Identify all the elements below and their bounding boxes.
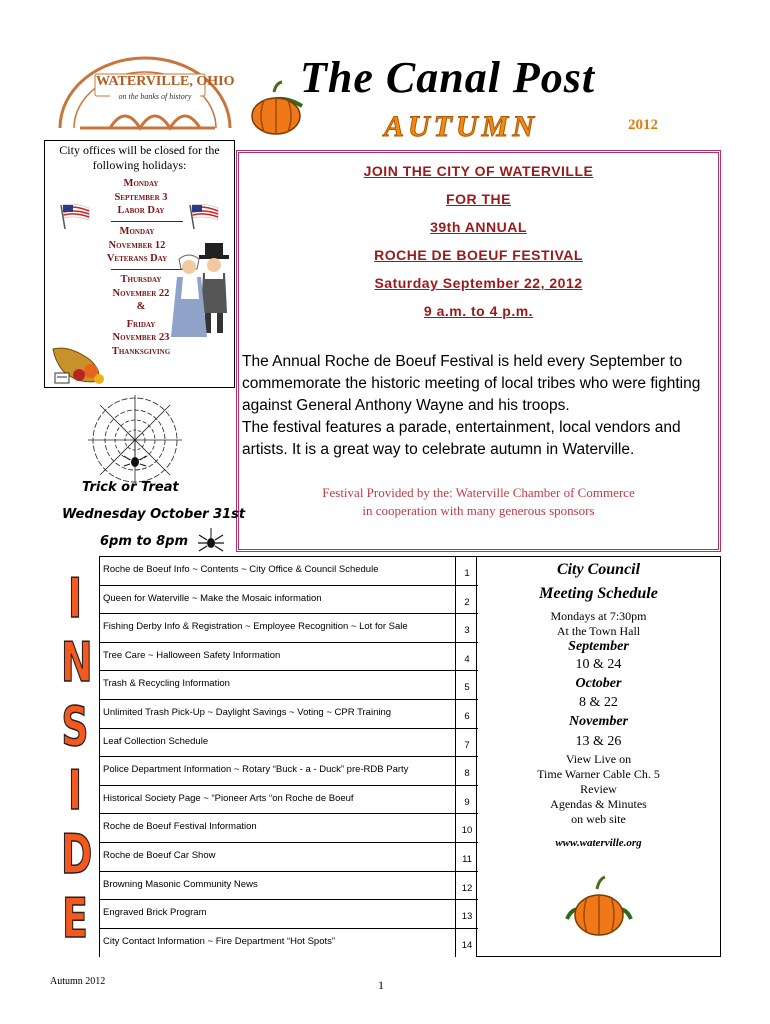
- holiday-line: Thanksgiving: [111, 345, 171, 357]
- contents-page-number: 1: [464, 568, 470, 579]
- holiday-labor-day: [91, 177, 191, 218]
- council-dates-november: 13 & 26: [575, 734, 622, 749]
- newsletter-title: The Canal Post: [300, 53, 596, 102]
- contents-row: [100, 585, 478, 614]
- council-web-note: on web site: [571, 812, 626, 826]
- contents-row: [100, 728, 478, 757]
- season-label: AUTUMN: [384, 110, 539, 143]
- holiday-line: November 22: [112, 287, 170, 299]
- council-subtitle: Meeting Schedule: [539, 585, 658, 602]
- council-cable-channel: Time Warner Cable Ch. 5: [537, 767, 660, 781]
- holiday-header: City offices will be closed for the following holidays:: [59, 143, 220, 172]
- council-month-november: November: [568, 714, 629, 729]
- us-flag-icon: [59, 203, 91, 234]
- holiday-line: &: [136, 301, 146, 312]
- contents-entry: Police Department Information ~ Rotary “Buck - a - Duck” pre-RDB Party: [103, 764, 409, 776]
- contents-page-number: 4: [464, 653, 470, 665]
- festival-credit-line: in cooperation with many generous sponsors: [362, 503, 595, 518]
- holiday-line: Labor Day: [117, 205, 165, 216]
- holiday-line: Thursday: [120, 274, 162, 285]
- council-place: At the Town Hall: [556, 624, 641, 638]
- footer-page-number: 1: [378, 978, 384, 992]
- contents-entry: City Contact Information ~ Fire Department “Hot Spots”: [103, 935, 336, 947]
- contents-page-number: 10: [461, 825, 473, 837]
- council-agendas: Agendas & Minutes: [550, 797, 647, 811]
- inside-letter: E: [62, 887, 88, 950]
- council-time: Mondays at 7:30pm: [550, 609, 647, 623]
- contents-entry: Historical Society Page ~ “Pioneer Arts “on Roche de Boeuf: [103, 792, 354, 804]
- inside-letter: N: [61, 631, 93, 694]
- inside-letter: I: [67, 759, 83, 822]
- festival-line-for-the: FOR THE: [446, 191, 511, 207]
- festival-announcement-box: [236, 150, 721, 552]
- pilgrims-illustration-icon: [171, 239, 235, 346]
- contents-page-number: 14: [461, 939, 473, 951]
- contents-row: [100, 785, 478, 814]
- festival-description: The Annual Roche de Boeuf Festival is held every September to commemorate the historic meeting of local tribes who were fighting against General Anthony Wayne and his troops. The festival features a parade, entertainment, local vendors and artists. It is a great way to celebrate autumn in Waterville.: [242, 353, 701, 458]
- holiday-line: September 3: [114, 191, 168, 203]
- council-dates-september: 10 & 24: [575, 657, 622, 672]
- holiday-line: November 12: [108, 239, 166, 251]
- holiday-line: November 23: [112, 332, 170, 343]
- inside-letter: I: [67, 567, 83, 630]
- contents-entry: Fishing Derby Info & Registration ~ Employee Recognition ~ Lot for Sale: [103, 621, 408, 633]
- council-review: Review: [580, 782, 617, 796]
- divider: [111, 221, 183, 222]
- holiday-line: Monday: [119, 226, 155, 237]
- city-council-schedule: [476, 556, 721, 957]
- year-label: 2012: [628, 117, 658, 133]
- trick-or-treat-title: Trick or Treat: [82, 480, 179, 495]
- contents-page-number: 11: [462, 854, 472, 865]
- contents-row: [100, 756, 478, 785]
- contents-row: [100, 813, 478, 842]
- council-title: City Council: [556, 561, 641, 578]
- festival-line-name: ROCHE DE BOEUF FESTIVAL: [374, 247, 583, 263]
- contents-entry: Browning Masonic Community News: [103, 878, 258, 890]
- festival-credit-line: Festival Provided by the: Waterville Chamber of Commerce: [322, 485, 635, 500]
- festival-line-join: JOIN THE CITY OF WATERVILLE: [363, 163, 594, 179]
- contents-entry: Roche de Boeuf Festival Information: [103, 821, 257, 833]
- contents-entry: Roche de Boeuf Car Show: [103, 850, 216, 861]
- contents-table: [99, 556, 477, 957]
- trick-or-treat-date: Wednesday October 31st: [62, 507, 246, 522]
- contents-entry: Trash & Recycling Information: [103, 678, 230, 690]
- contents-page-number: 9: [464, 796, 470, 808]
- holiday-line: Friday: [126, 318, 156, 330]
- council-month-october: October: [575, 676, 622, 691]
- contents-page-number: 6: [464, 711, 470, 722]
- contents-entry: Engraved Brick Program: [103, 907, 207, 919]
- council-dates-october: 8 & 22: [579, 695, 618, 710]
- pumpkin-icon: [563, 875, 635, 944]
- festival-date: Saturday September 22, 2012: [374, 275, 583, 291]
- festival-line-annual: 39th ANNUAL: [430, 219, 527, 235]
- contents-page-number: 2: [464, 596, 470, 608]
- festival-credit: [239, 484, 718, 520]
- contents-entry: Leaf Collection Schedule: [103, 735, 209, 747]
- contents-row: [100, 842, 478, 871]
- us-flag-icon: [188, 203, 220, 234]
- footer-issue: Autumn 2012: [50, 976, 106, 987]
- contents-page-number: 12: [461, 882, 473, 894]
- festival-hours: 9 a.m. to 4 p.m.: [423, 303, 534, 319]
- inside-letter: S: [61, 695, 89, 758]
- contents-row: [100, 556, 478, 585]
- contents-page-number: 5: [464, 682, 470, 694]
- council-month-september: September: [568, 639, 629, 654]
- contents-entry: Queen for Waterville ~ Make the Mosaic information: [103, 592, 322, 604]
- contents-row: [100, 699, 478, 728]
- waterville-logo: [40, 40, 250, 140]
- holiday-closures-box: [44, 140, 235, 388]
- contents-page-number: 8: [464, 768, 470, 780]
- logo-tagline: on the banks of history: [118, 92, 192, 101]
- holiday-line: Monday: [123, 178, 159, 189]
- council-website-link[interactable]: www.waterville.org: [555, 837, 642, 849]
- spider-web-icon: [80, 390, 190, 490]
- contents-row: [100, 613, 478, 642]
- contents-entry: Unlimited Trash Pick-Up ~ Daylight Savings ~ Voting ~ CPR Training: [103, 707, 392, 718]
- cornucopia-icon: [49, 341, 109, 392]
- pumpkin-icon: [246, 80, 306, 145]
- spider-icon: [196, 528, 226, 559]
- inside-letter: D: [61, 823, 93, 886]
- holiday-line: Veterans Day: [106, 253, 168, 264]
- contents-row: [100, 642, 478, 671]
- council-view-live: View Live on: [565, 752, 632, 766]
- contents-row: [100, 928, 478, 957]
- contents-row: [100, 670, 478, 699]
- contents-page-number: 13: [461, 911, 473, 923]
- contents-row: [100, 899, 478, 928]
- logo-name: WATERVILLE, OHIO: [96, 74, 235, 89]
- contents-page-number: 3: [464, 625, 470, 637]
- contents-entry: Tree Care ~ Halloween Safety Information: [103, 649, 281, 661]
- trick-or-treat-hours: 6pm to 8pm: [100, 534, 188, 549]
- contents-entry: Roche de Boeuf Info ~ Contents ~ City Office & Council Schedule: [103, 564, 379, 575]
- contents-row: [100, 871, 478, 900]
- contents-page-number: 7: [464, 739, 470, 751]
